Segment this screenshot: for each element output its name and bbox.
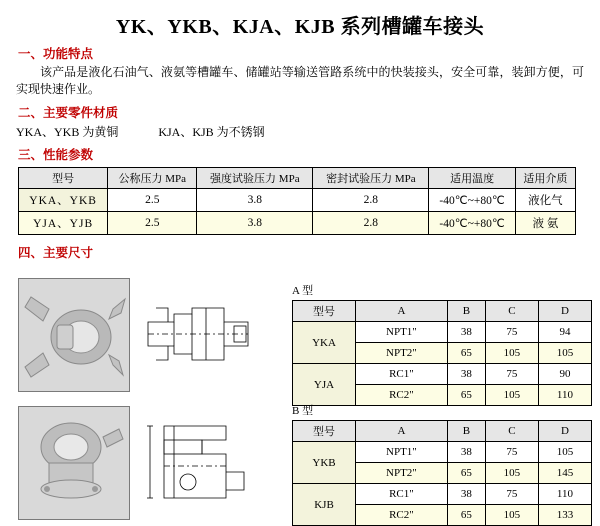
coupling-photo-b-graphic <box>19 407 129 519</box>
dim-cell: 105 <box>538 442 591 463</box>
figure-group <box>18 278 268 392</box>
dim-header-cell: 型号 <box>293 421 356 442</box>
perf-cell: 3.8 <box>197 212 313 235</box>
dim-cell: 133 <box>538 505 591 526</box>
dim-cell: RC1" <box>356 364 448 385</box>
perf-cell: 2.8 <box>313 189 429 212</box>
coupling-drawing-a <box>140 278 260 390</box>
perf-cell: 2.8 <box>313 212 429 235</box>
perf-cell-model: YJA、YJB <box>19 212 108 235</box>
table-row <box>19 189 576 212</box>
dim-cell: 65 <box>447 343 485 364</box>
dim-cell: 75 <box>485 364 538 385</box>
perf-header-cell: 公称压力 MPa <box>108 168 197 189</box>
perf-header-cell: 强度试验压力 MPa <box>197 168 313 189</box>
perf-cell: 液 氨 <box>515 212 575 235</box>
table-row <box>293 322 592 343</box>
dim-cell: 110 <box>538 484 591 505</box>
dim-cell: 105 <box>485 505 538 526</box>
section-heading-performance: 三、性能参数 <box>18 148 94 162</box>
dim-cell: NPT1" <box>356 322 448 343</box>
performance-table <box>18 167 576 235</box>
table-row <box>19 212 576 235</box>
dim-cell: 38 <box>447 442 485 463</box>
coupling-drawing-b-graphic <box>140 406 260 518</box>
dim-cell: RC2" <box>356 505 448 526</box>
dim-cell: 110 <box>538 385 591 406</box>
perf-header-cell: 密封试验压力 MPa <box>313 168 429 189</box>
section-heading-dimensions: 四、主要尺寸 <box>18 246 94 260</box>
dim-cell: 38 <box>447 484 485 505</box>
dimension-block-b <box>292 402 592 526</box>
dimension-block-a <box>292 282 592 406</box>
dimension-label-b: B 型 <box>292 405 314 417</box>
perf-cell: 2.5 <box>108 212 197 235</box>
material-left: YKA、YKB 为黄铜 <box>16 125 119 139</box>
perf-cell: 液化气 <box>515 189 575 212</box>
coupling-photo-b <box>18 406 130 520</box>
dim-cell: RC1" <box>356 484 448 505</box>
dim-header-cell: A <box>356 301 448 322</box>
dim-cell: 105 <box>538 343 591 364</box>
dim-cell-model: YKB <box>293 442 356 484</box>
table-row <box>293 442 592 463</box>
dim-cell-model: KJB <box>293 484 356 526</box>
dim-cell: 75 <box>485 322 538 343</box>
dim-cell: NPT2" <box>356 343 448 364</box>
dim-header-cell: B <box>447 421 485 442</box>
features-text: 该产品是液化石油气、液氨等槽罐车、储罐站等输送管路系统中的快装接头，安全可靠，装卸方便，可实现快速作业。 <box>16 65 584 96</box>
perf-cell: 3.8 <box>197 189 313 212</box>
dim-cell: 65 <box>447 505 485 526</box>
table-header-row <box>293 421 592 442</box>
table-row <box>293 484 592 505</box>
material-right: KJA、KJB 为不锈钢 <box>158 125 265 139</box>
dim-cell-model: YKA <box>293 322 356 364</box>
dim-cell: 94 <box>538 322 591 343</box>
dim-cell: 65 <box>447 385 485 406</box>
dim-cell: 105 <box>485 463 538 484</box>
dim-cell: 105 <box>485 385 538 406</box>
document-page <box>0 10 600 526</box>
perf-header-cell: 适用介质 <box>515 168 575 189</box>
dim-header-cell: C <box>485 421 538 442</box>
coupling-drawing-b <box>140 406 260 518</box>
perf-cell: 2.5 <box>108 189 197 212</box>
dim-cell: 75 <box>485 442 538 463</box>
dim-header-cell: C <box>485 301 538 322</box>
dim-header-cell: B <box>447 301 485 322</box>
dimension-table-b <box>292 420 592 526</box>
material-line <box>16 123 600 140</box>
dim-cell: NPT2" <box>356 463 448 484</box>
dim-cell: NPT1" <box>356 442 448 463</box>
perf-cell-model: YKA、YKB <box>19 189 108 212</box>
perf-header-cell: 适用温度 <box>429 168 515 189</box>
coupling-photo-a <box>18 278 130 392</box>
figure-group-2 <box>18 406 268 520</box>
dim-cell: 75 <box>485 484 538 505</box>
dim-header-cell: D <box>538 301 591 322</box>
dim-header-cell: A <box>356 421 448 442</box>
table-header-row <box>19 168 576 189</box>
dim-header-cell: 型号 <box>293 301 356 322</box>
dim-cell: RC2" <box>356 385 448 406</box>
dimension-label-a: A 型 <box>292 285 314 297</box>
perf-header-cell: 型号 <box>19 168 108 189</box>
coupling-photo-a-graphic <box>19 279 129 391</box>
dim-cell: 65 <box>447 463 485 484</box>
dimension-table-a <box>292 300 592 406</box>
dim-cell-model: YJA <box>293 364 356 406</box>
section-heading-material: 二、主要零件材质 <box>18 106 119 120</box>
perf-cell: -40℃~+80℃ <box>429 189 515 212</box>
table-row <box>293 364 592 385</box>
dim-cell: 105 <box>485 343 538 364</box>
perf-cell: -40℃~+80℃ <box>429 212 515 235</box>
page-title: YK、YKB、KJA、KJB 系列槽罐车接头 <box>115 16 485 38</box>
coupling-drawing-a-graphic <box>140 278 260 390</box>
dim-cell: 38 <box>447 364 485 385</box>
dim-header-cell: D <box>538 421 591 442</box>
table-header-row <box>293 301 592 322</box>
section-heading-features: 一、功能特点 <box>18 47 94 61</box>
dim-cell: 38 <box>447 322 485 343</box>
dim-cell: 145 <box>538 463 591 484</box>
dim-cell: 90 <box>538 364 591 385</box>
